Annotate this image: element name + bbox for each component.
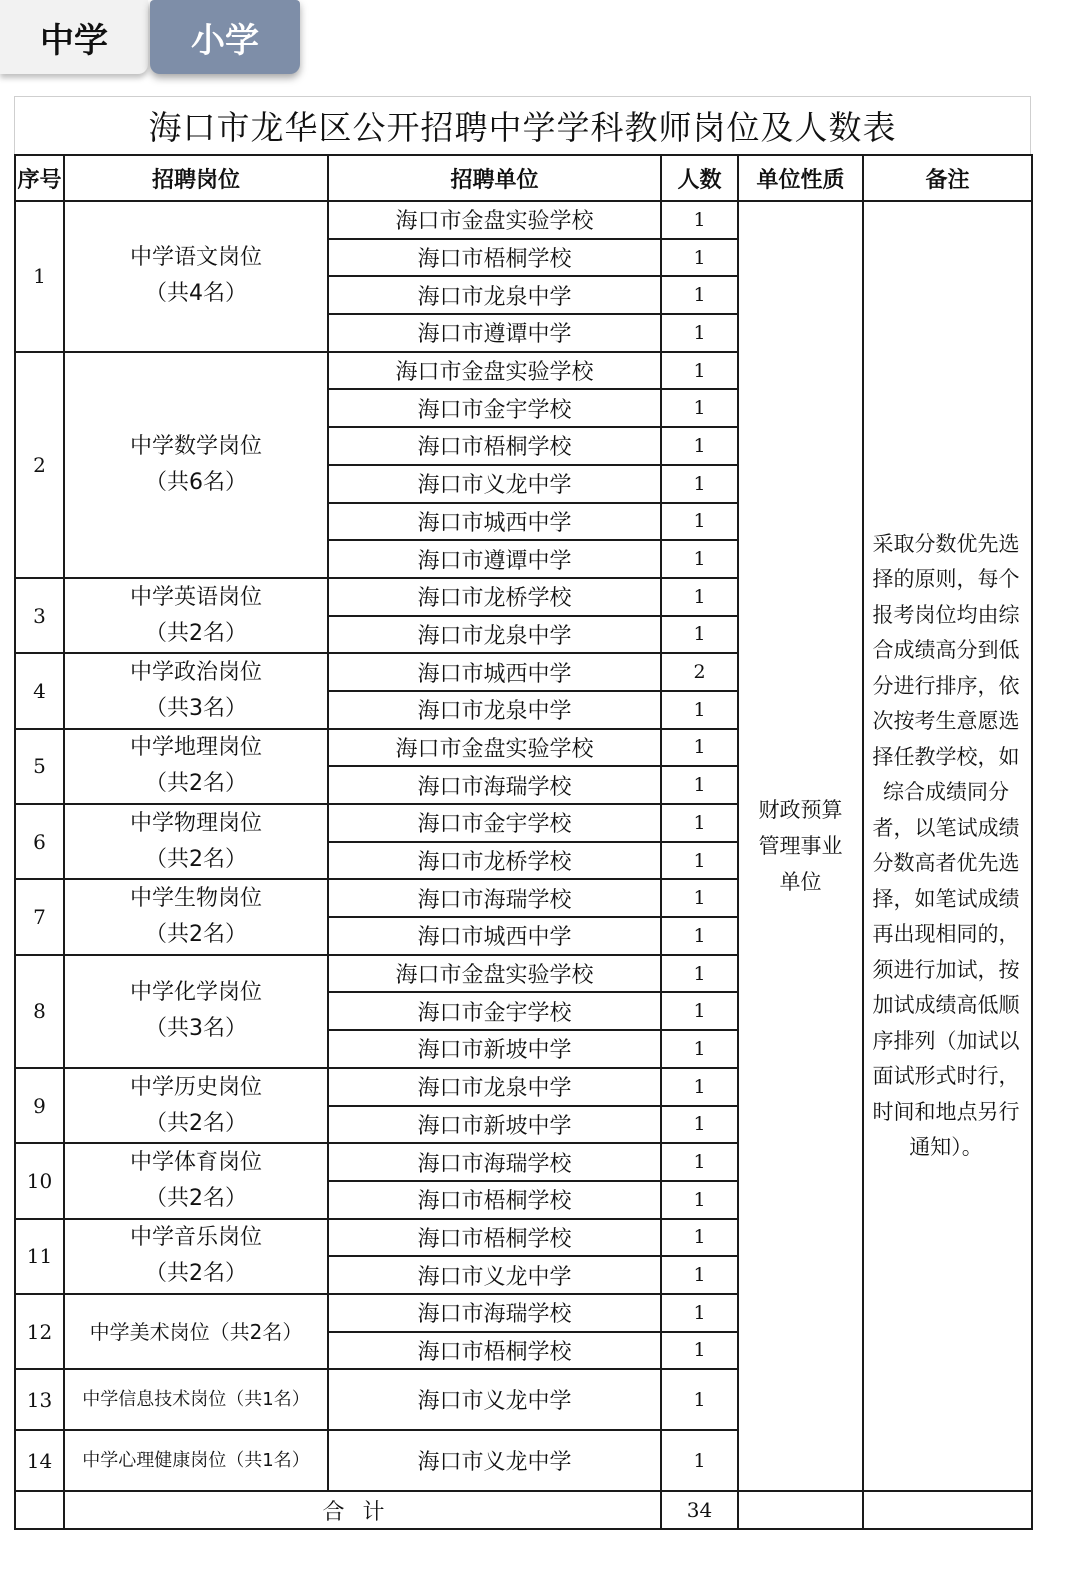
cell-unit: 海口市海瑞学校 — [328, 1294, 661, 1332]
cell-count: 1 — [661, 1143, 738, 1181]
header-row — [15, 155, 1032, 201]
position-quota: （共6名） — [145, 469, 247, 495]
cell-count: 1 — [661, 879, 738, 917]
cell-unit: 海口市遵谭中学 — [328, 314, 661, 352]
cell-unit: 海口市金宇学校 — [328, 992, 661, 1030]
table-title: 海口市龙华区公开招聘中学学科教师岗位及人数表 — [14, 96, 1031, 154]
cell-count: 2 — [661, 653, 738, 691]
cell-seq: 7 — [15, 879, 64, 954]
cell-count: 1 — [661, 992, 738, 1030]
position-quota: （共2名） — [145, 620, 247, 646]
position-name: 中学化学岗位 — [129, 980, 262, 1006]
cell-unit: 海口市梧桐学校 — [328, 1219, 661, 1257]
cell-unit: 海口市金盘实验学校 — [328, 352, 661, 390]
cell-unit: 海口市义龙中学 — [328, 1256, 661, 1294]
cell-count: 1 — [661, 1068, 738, 1106]
cell-seq: 6 — [15, 804, 64, 879]
cell-position — [64, 729, 328, 804]
position-quota: （共3名） — [145, 1016, 247, 1042]
cell-unit: 海口市义龙中学 — [328, 1430, 661, 1491]
header-seq: 序号 — [15, 155, 64, 201]
cell-unit: 海口市金宇学校 — [328, 804, 661, 842]
cell-seq: 1 — [15, 201, 64, 352]
tab-primary-school[interactable]: 小学 — [150, 0, 300, 74]
cell-count: 1 — [661, 616, 738, 654]
cell-count: 1 — [661, 201, 738, 239]
cell-unit: 海口市龙泉中学 — [328, 276, 661, 314]
cell-count: 1 — [661, 239, 738, 277]
total-row — [15, 1491, 1032, 1529]
cell-seq: 12 — [15, 1294, 64, 1369]
cell-count: 1 — [661, 427, 738, 465]
cell-unit: 海口市城西中学 — [328, 917, 661, 955]
position-quota: （共2名） — [145, 1110, 247, 1136]
cell-seq: 3 — [15, 578, 64, 653]
cell-unit: 海口市金盘实验学校 — [328, 201, 661, 239]
cell-unit: 海口市义龙中学 — [328, 1369, 661, 1430]
cell-unit: 海口市遵谭中学 — [328, 540, 661, 578]
position-quota: （共2名） — [145, 922, 247, 948]
cell-unit: 海口市金宇学校 — [328, 389, 661, 427]
cell-count: 1 — [661, 276, 738, 314]
cell-unit: 海口市龙泉中学 — [328, 616, 661, 654]
cell-unit: 海口市海瑞学校 — [328, 1143, 661, 1181]
cell-count: 1 — [661, 314, 738, 352]
cell-unit: 海口市龙桥学校 — [328, 842, 661, 880]
cell-position — [64, 955, 328, 1068]
cell-unit: 海口市龙泉中学 — [328, 1068, 661, 1106]
cell-seq: 5 — [15, 729, 64, 804]
cell-count: 1 — [661, 729, 738, 767]
position-name: 中学心理健康岗位（共1名） — [82, 1449, 310, 1471]
cell-unit: 海口市梧桐学校 — [328, 239, 661, 277]
cell-count: 1 — [661, 691, 738, 729]
position-name: 中学语文岗位 — [129, 245, 262, 271]
header-unit: 招聘单位 — [328, 155, 661, 201]
cell-unit: 海口市龙泉中学 — [328, 691, 661, 729]
cell-count: 1 — [661, 503, 738, 541]
cell-count: 1 — [661, 1181, 738, 1219]
level-tabs — [0, 0, 310, 82]
cell-position — [64, 1294, 328, 1369]
cell-count: 1 — [661, 1219, 738, 1257]
cell-position — [64, 1219, 328, 1294]
cell-position — [64, 578, 328, 653]
cell-unit: 海口市新坡中学 — [328, 1106, 661, 1144]
cell-position — [64, 1068, 328, 1143]
recruitment-table — [14, 154, 1033, 1530]
header-nature: 单位性质 — [738, 155, 863, 201]
cell-count: 1 — [661, 1256, 738, 1294]
total-count: 34 — [661, 1491, 738, 1529]
cell-seq: 9 — [15, 1068, 64, 1143]
position-quota: （共2名） — [145, 846, 247, 872]
cell-unit: 海口市义龙中学 — [328, 465, 661, 503]
table-row — [15, 201, 1032, 239]
position-name: 中学生物岗位 — [129, 886, 262, 912]
cell-unit: 海口市新坡中学 — [328, 1030, 661, 1068]
position-name: 中学英语岗位 — [129, 584, 262, 610]
position-name: 中学历史岗位 — [129, 1074, 262, 1100]
cell-unit: 海口市梧桐学校 — [328, 1181, 661, 1219]
cell-unit-nature — [738, 201, 863, 1491]
cell-count: 1 — [661, 1332, 738, 1370]
position-name: 中学音乐岗位 — [129, 1225, 262, 1251]
cell-count: 1 — [661, 917, 738, 955]
cell-seq: 2 — [15, 352, 64, 578]
table-body — [15, 201, 1032, 1529]
position-quota: （共2名） — [145, 1261, 247, 1287]
cell-unit: 海口市梧桐学校 — [328, 1332, 661, 1370]
cell-empty — [738, 1491, 863, 1529]
cell-unit: 海口市梧桐学校 — [328, 427, 661, 465]
cell-count: 1 — [661, 465, 738, 503]
position-quota: （共3名） — [145, 695, 247, 721]
cell-count: 1 — [661, 389, 738, 427]
cell-unit: 海口市金盘实验学校 — [328, 729, 661, 767]
position-name: 中学物理岗位 — [129, 810, 262, 836]
header-remark: 备注 — [863, 155, 1032, 201]
header-position: 招聘岗位 — [64, 155, 328, 201]
cell-count: 1 — [661, 1369, 738, 1430]
cell-count: 1 — [661, 1430, 738, 1491]
position-quota: （共2名） — [145, 771, 247, 797]
cell-empty — [863, 1491, 1032, 1529]
cell-remark — [863, 201, 1032, 1491]
header-count: 人数 — [661, 155, 738, 201]
cell-count: 1 — [661, 352, 738, 390]
cell-count: 1 — [661, 1106, 738, 1144]
position-quota: （共4名） — [145, 281, 247, 307]
cell-count: 1 — [661, 1030, 738, 1068]
cell-unit: 海口市城西中学 — [328, 653, 661, 691]
cell-count: 1 — [661, 1294, 738, 1332]
cell-position — [64, 1430, 328, 1491]
cell-empty — [15, 1491, 64, 1529]
remark-text: 采取分数优先选择的原则，每个报考岗位均由综合成绩高分到低分进行排序，依次按考生意愿选择任教学校，如综合成绩同分者，以笔试成绩分数高者优先选择，如笔试成绩再出现相同的，须进行加试，按加试成绩高低顺序排列（加试以面试形式时行，时间和地点另行通知）。 — [872, 531, 1020, 1160]
cell-unit: 海口市海瑞学校 — [328, 766, 661, 804]
cell-count: 1 — [661, 540, 738, 578]
cell-seq: 14 — [15, 1430, 64, 1491]
cell-position — [64, 1143, 328, 1218]
cell-position — [64, 879, 328, 954]
cell-seq: 4 — [15, 653, 64, 728]
cell-position — [64, 653, 328, 728]
cell-unit: 海口市龙桥学校 — [328, 578, 661, 616]
cell-count: 1 — [661, 766, 738, 804]
cell-seq: 8 — [15, 955, 64, 1068]
cell-unit: 海口市金盘实验学校 — [328, 955, 661, 993]
cell-seq: 10 — [15, 1143, 64, 1218]
cell-position — [64, 1369, 328, 1430]
position-name: 中学政治岗位 — [129, 659, 262, 685]
cell-count: 1 — [661, 804, 738, 842]
cell-position — [64, 201, 328, 352]
total-label: 合计 — [64, 1491, 661, 1529]
cell-unit: 海口市海瑞学校 — [328, 879, 661, 917]
cell-count: 1 — [661, 842, 738, 880]
cell-seq: 11 — [15, 1219, 64, 1294]
tab-middle-school[interactable]: 中学 — [0, 0, 148, 74]
position-name: 中学数学岗位 — [129, 433, 262, 459]
cell-position — [64, 804, 328, 879]
position-name: 中学地理岗位 — [129, 735, 262, 761]
position-name: 中学美术岗位（共2名） — [89, 1319, 303, 1344]
unit-nature-text: 财政预算管理事业单位 — [758, 798, 843, 895]
position-name: 中学信息技术岗位（共1名） — [82, 1388, 310, 1410]
cell-position — [64, 352, 328, 578]
cell-count: 1 — [661, 955, 738, 993]
cell-count: 1 — [661, 578, 738, 616]
position-name: 中学体育岗位 — [129, 1149, 262, 1175]
position-quota: （共2名） — [145, 1185, 247, 1211]
cell-seq: 13 — [15, 1369, 64, 1430]
cell-unit: 海口市城西中学 — [328, 503, 661, 541]
